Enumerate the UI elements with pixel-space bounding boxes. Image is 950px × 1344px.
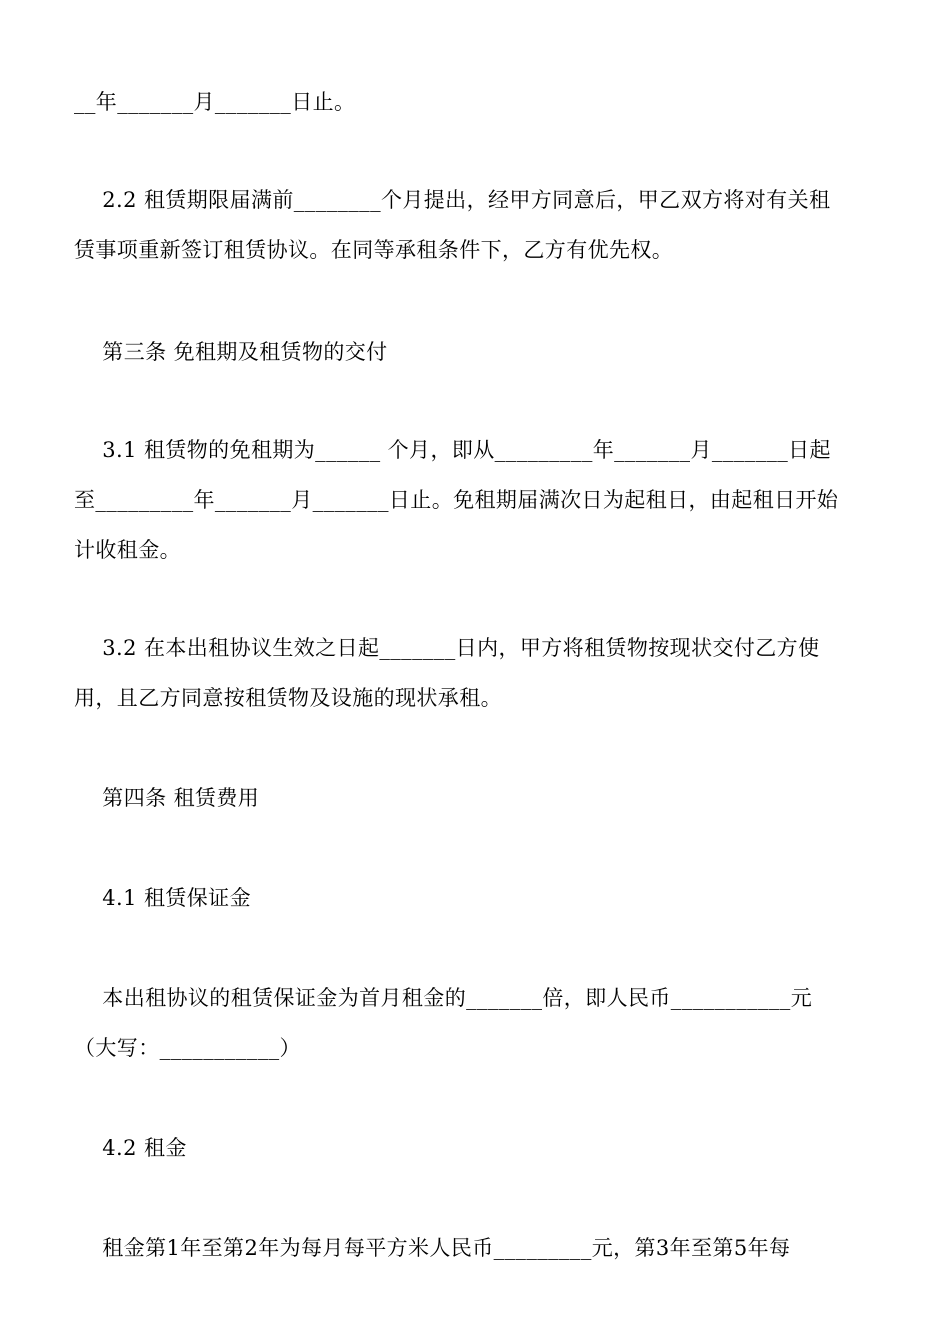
text-line-clause-3-1-part-3: 计收租金。 <box>74 538 181 562</box>
subsection-heading-4-2: 4.2 租金 <box>74 1136 187 1160</box>
text-line-lease-end-date: __年_______月_______日止。 <box>74 90 356 114</box>
text-line-clause-2-2-part-1: 2.2 租赁期限届满前________个月提出，经甲方同意后，甲乙双方将对有关租 <box>74 188 831 212</box>
text-line-deposit-part-2: （大写：___________） <box>74 1036 301 1060</box>
subsection-heading-4-1: 4.1 租赁保证金 <box>74 886 251 910</box>
text-line-clause-3-2-part-1: 3.2 在本出租协议生效之日起_______日内，甲方将租赁物按现状交付乙方使 <box>74 636 820 660</box>
text-line-clause-3-2-part-2: 用，且乙方同意按租赁物及设施的现状承租。 <box>74 686 502 710</box>
section-heading-article-3: 第三条 免租期及租赁物的交付 <box>74 340 388 364</box>
text-line-clause-3-1-part-2: 至_________年_______月_______日止。免租期届满次日为起租日，由起租日开始 <box>74 488 839 512</box>
section-heading-article-4: 第四条 租赁费用 <box>74 786 260 810</box>
text-line-clause-2-2-part-2: 赁事项重新签订租赁协议。在同等承租条件下，乙方有优先权。 <box>74 238 674 262</box>
text-line-rent-part-1: 租金第1年至第2年为每月每平方米人民币_________元，第3年至第5年每 <box>74 1236 791 1260</box>
text-line-deposit-part-1: 本出租协议的租赁保证金为首月租金的_______倍，即人民币___________元 <box>74 986 813 1010</box>
text-line-clause-3-1-part-1: 3.1 租赁物的免租期为______ 个月，即从_________年_______月_______日起 <box>74 438 831 462</box>
